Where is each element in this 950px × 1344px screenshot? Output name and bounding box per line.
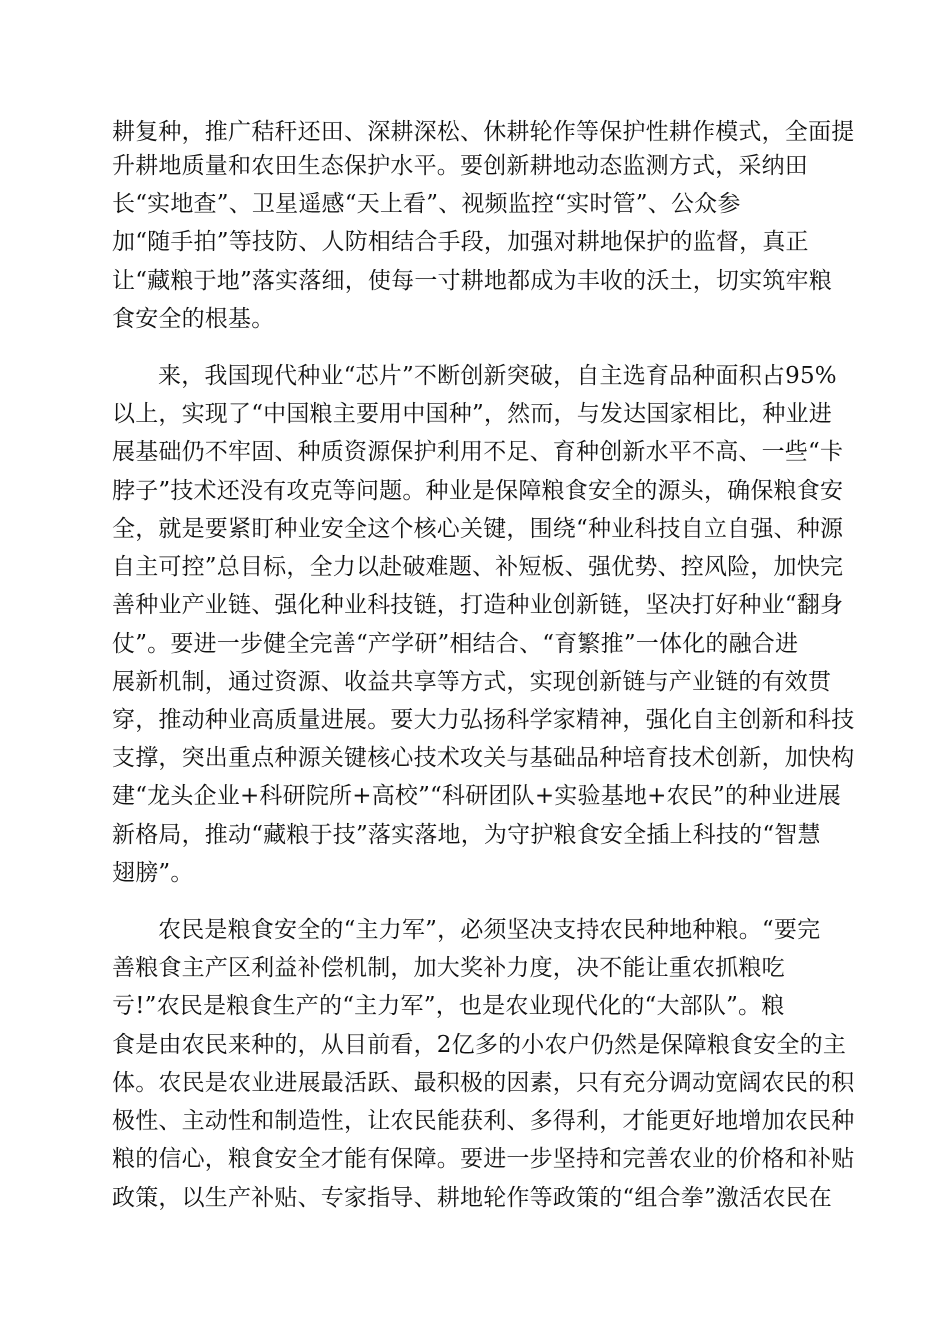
text-line: 自主可控”总目标，全力以赴破难题、补短板、强优势、控风险，加快完 bbox=[112, 554, 844, 580]
text-line: 建“龙头企业+科研院所+高校”“科研团队+实验基地+农民”的种业进展 bbox=[112, 783, 841, 809]
text-line: 加“随手拍”等技防、人防相结合手段，加强对耕地保护的监督，真正 bbox=[112, 229, 809, 255]
text-line: 耕复种，推广秸秆还田、深耕深松、休耕轮作等保护性耕作模式，全面提 bbox=[112, 119, 855, 145]
text-line: 展基础仍不牢固、种质资源保护利用不足、育种创新水平不高、一些“卡 bbox=[112, 439, 844, 465]
text-line: 粮的信心，粮食安全才能有保障。要进一步坚持和完善农业的价格和补贴 bbox=[112, 1146, 855, 1172]
text-line: 来，我国现代种业“芯片”不断创新突破，自主选育品种面积占95% bbox=[158, 363, 837, 389]
text-line: 政策，以生产补贴、专家指导、耕地轮作等政策的“组合拳”激活农民在 bbox=[112, 1185, 832, 1211]
text-line: 善粮食主产区利益补偿机制，加大奖补力度，决不能让重农抓粮吃 bbox=[112, 955, 785, 981]
text-line: 仗”。要进一步健全完善“产学研”相结合、“育繁推”一体化的融合进 bbox=[112, 631, 799, 657]
text-line: 体。农民是农业进展最活跃、最积极的因素，只有充分调动宽阔农民的积 bbox=[112, 1070, 855, 1096]
text-line: 善种业产业链、强化种业科技链，打造种业创新链，坚决打好种业“翻身 bbox=[112, 592, 844, 618]
text-line: 脖子”技术还没有攻克等问题。种业是保障粮食安全的源头，确保粮食安 bbox=[112, 478, 844, 504]
text-line: 让“藏粮于地”落实落细，使每一寸耕地都成为丰收的沃土，切实筑牢粮 bbox=[112, 268, 832, 294]
text-line: 食安全的根基。 bbox=[112, 306, 275, 332]
text-line: 全，就是要紧盯种业安全这个核心关键，围绕“种业科技自立自强、种源 bbox=[112, 516, 844, 542]
text-line: 支撑，突出重点种源关键核心技术攻关与基础品种培育技术创新，加快构 bbox=[112, 745, 855, 771]
text-line: 穿，推动种业高质量进展。要大力弘扬科学家精神，强化自主创新和科技 bbox=[112, 707, 855, 733]
text-line: 升耕地质量和农田生态保护水平。要创新耕地动态监测方式，采纳田 bbox=[112, 153, 808, 179]
text-line: 极性、主动性和制造性，让农民能获利、多得利，才能更好地增加农民种 bbox=[112, 1108, 855, 1134]
text-line: 展新机制，通过资源、收益共享等方式，实现创新链与产业链的有效贯 bbox=[112, 669, 832, 695]
text-line: 以上，实现了“中国粮主要用中国种”，然而，与发达国家相比，种业进 bbox=[112, 401, 832, 427]
text-line: 长“实地查”、卫星遥感“天上看”、视频监控“实时管”、公众参 bbox=[112, 191, 741, 217]
text-line: 食是由农民来种的，从目前看，2亿多的小农户仍然是保障粮食安全的主 bbox=[112, 1032, 847, 1058]
text-line: 农民是粮食安全的“主力军”，必须坚决支持农民种地种粮。“要完 bbox=[158, 917, 821, 943]
text-line: 亏!”农民是粮食生产的“主力军”，也是农业现代化的“大部队”。粮 bbox=[112, 993, 785, 1019]
text-line: 新格局，推动“藏粮于技”落实落地，为守护粮食安全插上科技的“智慧 bbox=[112, 822, 821, 848]
text-line: 翅膀”。 bbox=[112, 860, 194, 886]
